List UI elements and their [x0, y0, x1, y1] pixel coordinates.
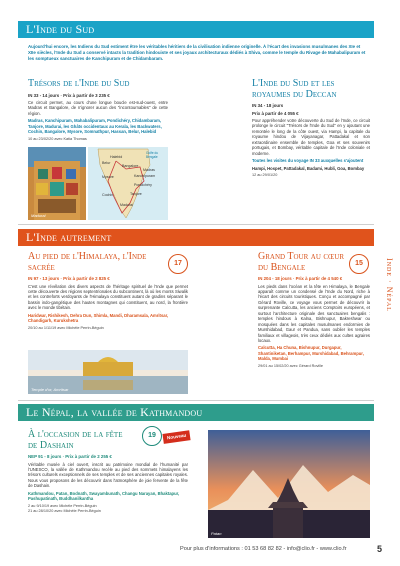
tour-title: Au pied de l'Himalaya, l'Inde sacrée — [28, 251, 147, 273]
tour-cities: Haridwar, Rishikesh, Dehra Dun, Shimla, Mandi, Dharamsala, Amritsar, Chandigarh, Kurukshetra — [28, 312, 169, 324]
tour-ref: IN 97 - 13 jours · Prix à partir de 2 825 € — [28, 276, 110, 281]
tour-cities: Calcutta, Ha Chuna, Bishnupur, Durgapur, Shantiniketan, Berhampur, Murshidabad, Behrampur, Malda, Mumbai — [258, 345, 364, 362]
map-label: Bangalore — [122, 164, 139, 168]
tour-title: À l'occasion de la fête de Dashain — [28, 429, 123, 451]
map-label: Halebid — [110, 155, 123, 159]
section-heading-inde-autrement: L'Inde autrement — [18, 229, 374, 246]
tour-extra-cities: Hampi, Hospet, Pattadakal, Badami, Hubli, Goa, Bombay — [252, 165, 365, 171]
tour-royaumes — [252, 79, 370, 178]
tour-ref: IN 33 - 14 jours · Prix à partir de 3 235 € — [28, 92, 110, 98]
tour-description: C'est une révélation des divers aspects de l'héritage spirituel de l'Inde que permet cette découverte des régions septentrionales du subcontinent, là où les monts Siwalik et les contreforts verdoyants de l'Himalaya constituent autant de gradins séparant le bassin indo-gangétique des hautes montagnes qui constituent, au nord, la frontière avec le monde tibétain. — [28, 283, 188, 311]
side-tab-country — [382, 240, 396, 330]
map-label: Belur — [102, 161, 111, 165]
side-tab-label: Inde · Népal — [385, 258, 394, 312]
participants-badge: 15 — [349, 254, 369, 274]
photo-caption: Temple d'or, Amritsar — [31, 387, 69, 392]
map-label: Golfe du Bengale — [146, 151, 159, 159]
tour-cities: Madras, Kanchipuram, Mahabalipuram, Pondichéry, Chidambaram, Tanjore, Madurai, les Ghâts occidentaux au Kerala, les Backwaters, Cochin, Bangalore, Mysore, Somnathpur, Hassan, Belur, Halebid — [28, 118, 162, 135]
map-label: Kanchipuram — [134, 174, 156, 178]
tour-dates: 2 au 9/10/19 avec Michèle Perrin-Béguin — [28, 503, 97, 508]
tour-tresors — [28, 79, 168, 142]
divider — [18, 224, 374, 225]
tour-dates: 12 au 29/01/20 — [252, 173, 278, 178]
footer-contact: Pour plus d'informations : 01 53 68 82 82 - info@clio.fr - www.clio.fr — [180, 546, 347, 552]
map-label: Tanjore — [130, 192, 142, 196]
tour-dates: 10 au 23/02/20 avec Katia Thomas — [28, 136, 87, 141]
section-heading-nepal: Le Népal, la vallée de Kathmandou — [18, 404, 374, 421]
photo-caption: Patan — [211, 531, 222, 536]
tour-title: Trésors de l'Inde du Sud — [28, 78, 130, 89]
tour-description: Véritable musée à ciel ouvert, inscrit au patrimoine mondial de l'humanité par l'UNESCO, la vallée de Kathmandou recèle au pied des sommets himalayens les trésors culturels exceptionnels de ses temples et de ses anciennes capitales royales. Nous vous proposons de les découvrir dans l'atmosphère de joie fervente de la fête de Dashain. — [28, 461, 188, 489]
map-south-india — [88, 147, 168, 220]
map-label: Mysore — [102, 175, 114, 179]
photo-madurai-temple — [28, 147, 86, 220]
tour-extra-label: Toutes les visites du voyage IN 33 auxquelles s'ajoutent — [252, 158, 364, 164]
section-heading-inde-du-sud: L'Inde du Sud — [18, 21, 374, 38]
photo-patan-temple — [208, 430, 370, 538]
divider — [18, 400, 374, 401]
tour-cities: Kathmandou, Patan, Bodnath, Swayambunath, Changu Narayan, Bhaktapur, Pashupatinath, Buddhanilkantha — [28, 490, 180, 502]
map-label: Madurai — [120, 203, 133, 207]
tour-title: Grand Tour au cœur du Bengale — [258, 251, 344, 273]
tour-price: Prix à partir de 4 055 € — [252, 110, 299, 116]
tour-dates: 29/01 au 15/02/20 avec Gérard Roville — [258, 363, 324, 368]
photo-golden-temple — [28, 350, 188, 394]
tour-description: Pour appréhender votre découverte du Sud de l'Inde, ce circuit prolonge le circuit "Trésors de l'Inde du Sud" en y ajoutant une remontée le long de la côte ouest, via Hampi, la capitale du royaume hindou de Vijayanagar, Pattadakal et son extraordinaire ensemble de temples, Goa et ses souvenirs portugais, et Bombay, véritable capitale de l'Inde coloniale et moderne. — [252, 118, 370, 156]
tour-ref: NEP 91 - 8 jours · Prix à partir de 2 255 € — [28, 454, 112, 459]
new-badge: Nouveau — [162, 430, 190, 443]
map-label: Pondichéry — [134, 183, 152, 187]
tour-description: Ce circuit permet, au cours d'une longue boucle est-sud-ouest, entre Madras et Bangalore, de n'ignorer aucun des "incontournables" de cette région. — [28, 100, 168, 116]
tour-description: Les pieds dans l'océan et la tête en Himalaya, le Bengale apparaît comme un condensé de l'Inde du Nord, riche à l'écart des circuits touristiques. Conçu et accompagné par Gérard Roville, ce voyage vous permet de découvrir la surprenante Calcutta, les anciens Comptoirs européens, et surtout l'architecture originale des sanctuaires bengalis : temples hindous à Kalna, Bishnupur, Bakreshwar ou mosquées dans les capitales musulmanes endormies de Murshidabad, Gaur et Pandua, sans oublier les temples familiaux et villageois, très ceux dédiés aux cultes agraires locaux. — [258, 283, 370, 344]
tour-dates: 20/10 au 1/11/19 avec Michèle Perrin-Béguin — [28, 325, 104, 330]
tour-himalaya — [28, 252, 188, 331]
section-intro-sud: Aujourd'hui encore, les Indiens du Sud estiment être les véritables héritiers de la civilisation indienne originelle. À l'écart des invasions musulmanes des XIe et XIIe siècles, l'Inde du Sud a conservé intacts la tradition hindouiste et ses joyaux architecturaux dédiés à Shiva, comme le temple du Rivage de Mahabalipuram et les somptueux sanctuaires de Kanchipuram et de Chidambaram. — [28, 44, 366, 61]
tour-ref: IN 34 - 18 jours — [252, 103, 284, 108]
map-label: Cochin — [102, 193, 114, 197]
tour-title: L'Inde du Sud et les royaumes du Deccan — [252, 78, 337, 100]
participants-badge: 17 — [168, 254, 188, 274]
map-label: Madras — [143, 168, 155, 172]
participants-badge: 19 — [142, 426, 162, 446]
page-number: 5 — [376, 544, 382, 554]
tour-ref: IN 204 - 18 jours · Prix à partir de 4 540 € — [258, 276, 343, 281]
photo-caption: Madurai — [31, 213, 46, 218]
tour-dates: 21 au 28/10/20 avec Michèle Perrin-Béguin — [28, 508, 101, 513]
